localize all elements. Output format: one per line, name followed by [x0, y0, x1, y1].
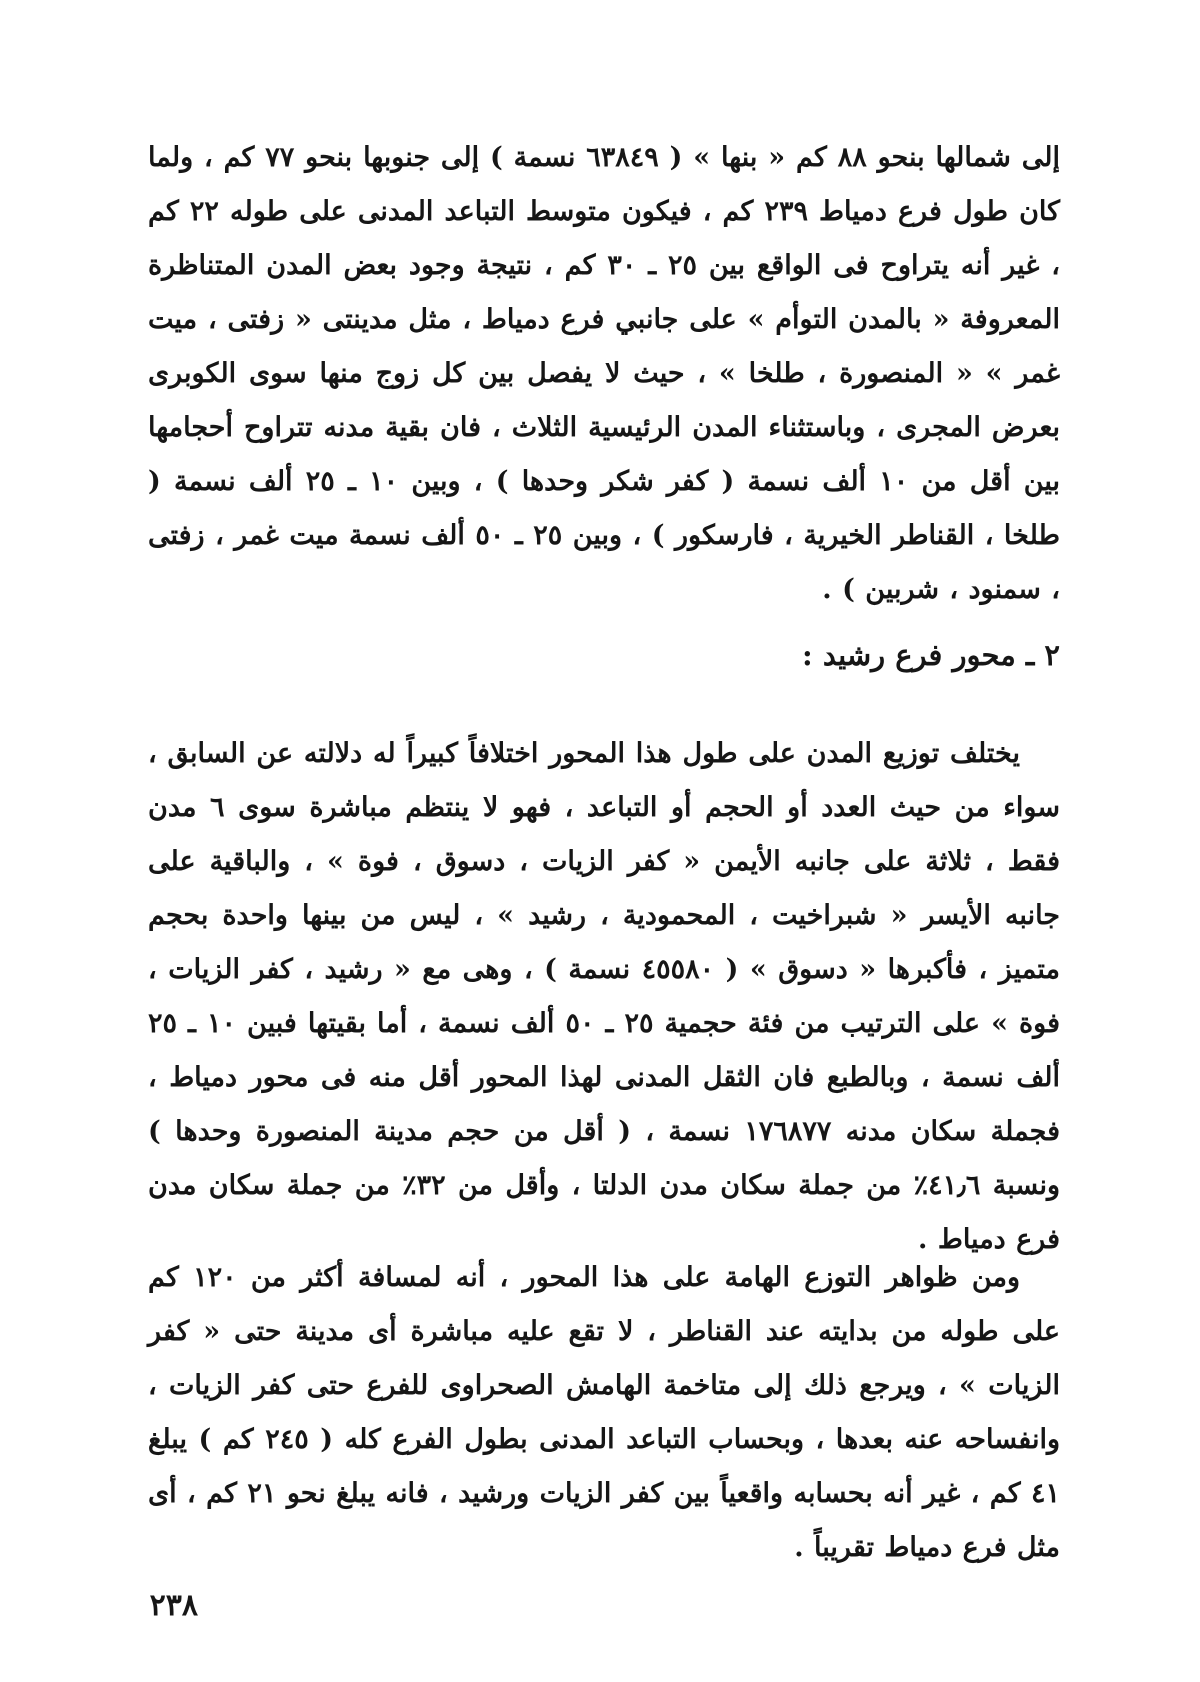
section-heading-rosetta-axis: ٢ ـ محور فرع رشيد : — [802, 638, 1060, 672]
paragraph-damietta-axis-continuation: إلى شمالها بنحو ٨٨ كم « بنها » ( ٦٣٨٤٩ نسمة ) إلى جنوبها بنحو ٧٧ كم ، ولما كان طول فرع دمياط ٢٣٩ كم ، فيكون متوسط التباعد المدنى على طوله ٢٢ كم ، غير أنه يتراوح فى الواقع بين ٢٥ ـ ٣٠ كم ، نتيجة وجود بعض المدن المتناظرة المعروفة « بالمدن التوأم » على جانبي فرع دمياط ، مثل مدينتى « زفتى ، ميت غمر » « المنصورة ، طلخا » ، حيث لا يفصل بين كل زوج منها سوى الكوبرى بعرض المجرى ، وباستثناء المدن الرئيسية الثلاث ، فان بقية مدنه تتراوح أحجامها بين أقل من ١٠ ألف نسمة ( كفر شكر وحدها ) ، وبين ١٠ ـ ٢٥ ألف نسمة ( طلخا ، القناطر الخيرية ، فارسكور ) ، وبين ٢٥ ـ ٥٠ ألف نسمة ميت غمر ، زفتى ، سمنود ، شربين ) . — [148, 142, 1061, 605]
paragraph-rosetta-spacing: ومن ظواهر التوزع الهامة على هذا المحور ، أنه لمسافة أكثر من ١٢٠ كم على طوله من بدايته عند القناطر ، لا تقع عليه مباشرة أى مدينة حتى « كفر الزيات » ، ويرجع ذلك إلى متاخمة الهامش الصحراوى للفرع حتى كفر الزيات ، وانفساحه عنه بعدها ، وبحساب التباعد المدنى بطول الفرع كله ( ٢٤٥ كم ) يبلغ ٤١ كم ، غير أنه بحسابه واقعياً بين كفر الزيات ورشيد ، فانه يبلغ نحو ٢١ كم ، أى مثل فرع دمياط تقريباً . — [148, 1262, 1060, 1563]
page-number: ٢٣٨ — [149, 1588, 198, 1623]
paragraph-rosetta-distribution: يختلف توزيع المدن على طول هذا المحور اختلافاً كبيراً له دلالته عن السابق ، سواء من حيث العدد أو الحجم أو التباعد ، فهو لا ينتظم مباشرة سوى ٦ مدن فقط ، ثلاثة على جانبه الأيمن « كفر الزيات ، دسوق ، فوة » ، والباقية على جانبه الأيسر « شبراخيت ، المحمودية ، رشيد » ، ليس من بينها واحدة بحجم متميز ، فأكبرها « دسوق » ( ٤٥٥٨٠ نسمة ) ، وهى مع « رشيد ، كفر الزيات ، فوة » على الترتيب من فئة حجمية ٢٥ ـ ٥٠ ألف نسمة ، أما بقيتها فبين ١٠ ـ ٢٥ ألف نسمة ، وبالطبع فان الثقل المدنى لهذا المحور أقل منه فى محور دمياط ، فجملة سكان مدنه ١٧٦٨٧٧ نسمة ، ( أقل من حجم مدينة المنصورة وحدها ) ونسبة ٤١٫٦٪ من جملة سكان مدن الدلتا ، وأقل من ٣٢٪ من جملة سكان مدن فرع دمياط . — [148, 738, 1061, 1255]
